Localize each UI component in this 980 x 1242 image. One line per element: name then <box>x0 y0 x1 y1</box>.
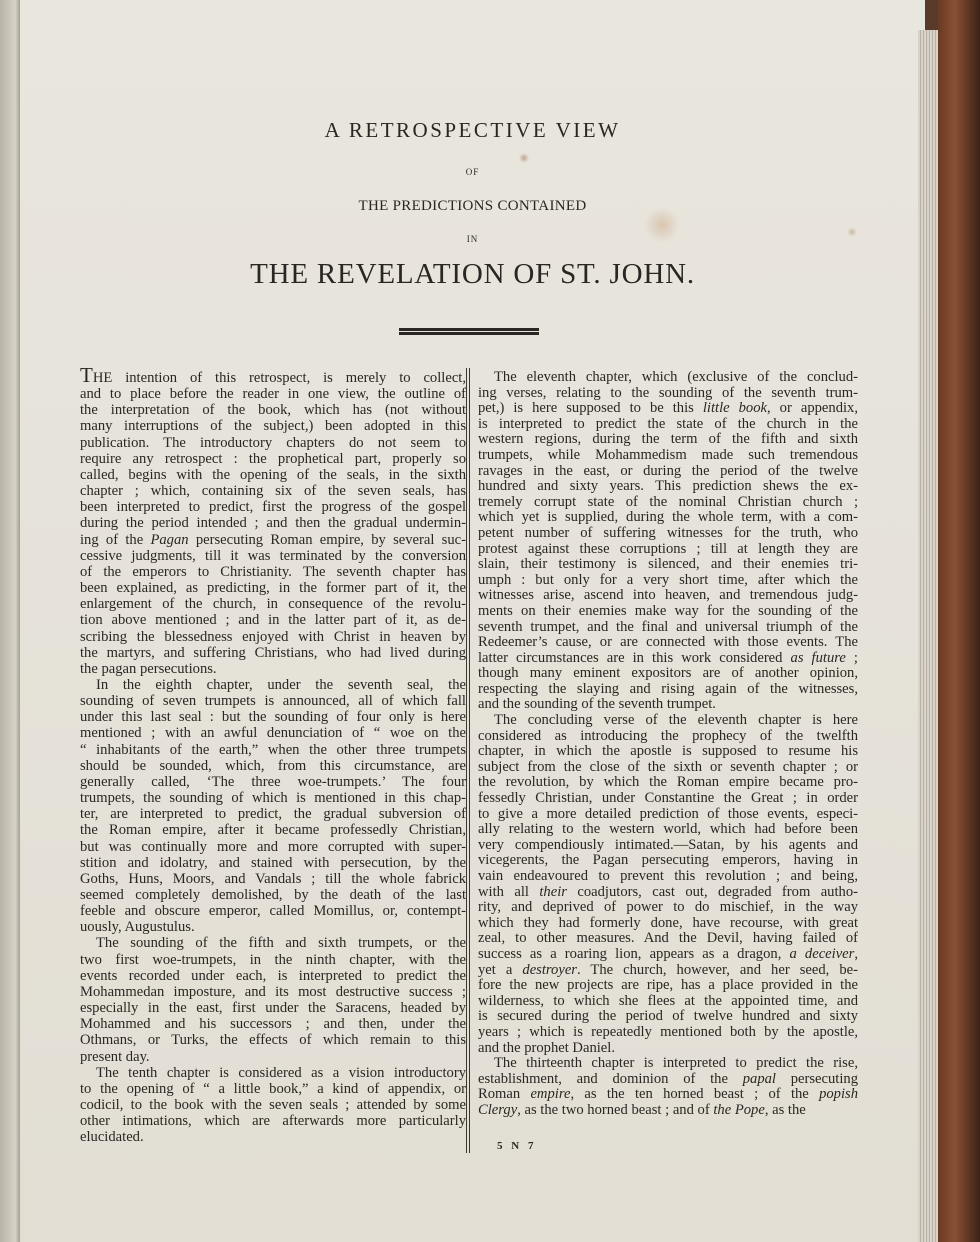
text-line: zeal, to other measures. And the Devil, having failed of <box>478 930 858 947</box>
text-line: western regions, during the term of the fifth and sixth <box>478 431 858 448</box>
text-line: latter circumstances are in this work considered as future ; <box>478 649 858 666</box>
signature-mark: 5 N 7 <box>497 1140 537 1152</box>
paragraph <box>80 363 466 677</box>
text-line: trumpets, while Mohammedism made such tremendous <box>478 446 858 463</box>
title-line-4: IN <box>466 234 479 244</box>
text-line: is interpreted to predict the state of the church in the <box>478 415 858 432</box>
text-line: pet,) is here supposed to be this little book, or appendix, <box>478 400 858 417</box>
text-line: hundred and sixty years. This prediction shews the ex- <box>478 478 858 495</box>
text-line: but was continually more and more corrupted with super- <box>80 838 466 855</box>
italic-text: popish <box>819 1086 858 1103</box>
italic-text: the Pope <box>713 1101 765 1118</box>
text-line: which they had formerly done, have recourse, with great <box>478 914 858 931</box>
text-line: rity, and deprived of power to do mischief, in the way <box>478 899 858 916</box>
column-divider <box>466 368 470 1153</box>
text-line: been explained, as predicting, in the former part of it, the <box>80 580 466 597</box>
text-line: to give a more detailed prediction of those events, especi- <box>478 805 858 822</box>
italic-text: Clergy <box>478 1101 518 1118</box>
paragraph <box>80 1065 466 1146</box>
text-line: The tenth chapter is considered as a vision introductory <box>96 1064 466 1081</box>
text-line: especially in the east, first under the Saracens, headed by <box>80 1000 466 1017</box>
text-line: enlargement of the church, in consequence of the revolu- <box>80 596 466 613</box>
text-line: mentioned ; with an awful denunciation of “ woe on the <box>80 725 466 742</box>
text-line: ing verses, relating to the sounding of the seventh trum- <box>478 384 858 401</box>
text-line: “ inhabitants of the earth,” when the other three trumpets <box>80 741 466 758</box>
text-line: other intimations, which are afterwards more particularly <box>80 1113 466 1130</box>
text-line: ter, are interpreted to predict, the gradual subversion of <box>80 806 466 823</box>
text-line: stition and idolatry, and stained with persecution, by the <box>80 854 466 871</box>
text-line: In the eighth chapter, under the seventh seal, the <box>96 676 466 693</box>
paragraph <box>478 370 858 713</box>
text-line: petent number of suffering witnesses for the truth, who <box>478 524 858 541</box>
text-line: tion above mentioned ; and in the latter part of it, as de- <box>80 612 466 629</box>
text-line: present day. <box>80 1048 150 1065</box>
paragraph <box>80 677 466 936</box>
text-line: and to place before the reader in one view, the outline of <box>80 386 466 403</box>
book-cover <box>938 0 980 1242</box>
text-line: seventh trumpet, and the final and universal triumph of the <box>478 618 858 635</box>
italic-text: their <box>539 883 567 900</box>
text-line: vain endeavoured to prevent this revolution ; and being, <box>478 868 858 884</box>
text-line: witnesses arise, ascend into heaven, and tremendous judg- <box>478 587 858 604</box>
text-line: umph : but only for a very short time, after which the <box>478 571 858 588</box>
title-line-1: A RETROSPECTIVE VIEW <box>324 118 621 142</box>
text-line: wilderness, to which she flees at the appointed time, and <box>478 992 858 1009</box>
text-line: chapter, in which the apostle is supposed to resume his <box>478 743 858 760</box>
text-line: the pagan persecutions. <box>80 660 217 677</box>
text-line: and the prophet Daniel. <box>478 1039 615 1056</box>
text-line: should be sounded, which, from this circumstance, are <box>80 757 466 774</box>
text-line: feeble and obscure emperor, called Momillus, or, contempt- <box>80 903 466 920</box>
text-line: considered as introducing the prophecy of the twelfth <box>478 727 858 744</box>
italic-text: empire <box>530 1086 571 1103</box>
text-line: cessive judgments, till it was terminated by the conversion <box>80 547 466 564</box>
title-rule <box>399 328 539 332</box>
drop-cap: T <box>80 363 93 387</box>
text-line: many interruptions of the subject,) been adopted in this <box>80 418 466 435</box>
text-line: and the sounding of the seventh trumpet. <box>478 696 716 713</box>
text-line: The concluding verse of the eleventh chapter is here <box>494 712 858 729</box>
text-line: scribing the blessedness enjoyed with Christ in heaven by <box>80 628 466 645</box>
italic-text: a deceiver <box>789 945 855 962</box>
text-line: sounding of seven trumpets is announced, all of which fall <box>80 693 466 710</box>
text-line: require any retrospect : the prophetical part, properly so <box>80 450 466 467</box>
text-line: the Roman empire, after it became professedly Christian, <box>80 822 466 839</box>
text-line: under this last seal : but the sounding of four only is here <box>80 709 466 726</box>
text-line: the interpretation of the book, which has (not without <box>80 402 466 419</box>
text-line: protest against these corruptions ; till at length they are <box>478 540 858 557</box>
text-line: fore the new projects are ripe, has a place provided in the <box>478 977 858 994</box>
text-line: trumpets, the sounding of which is mentioned in this chap- <box>80 790 466 807</box>
text-line: during the period intended ; and then the gradual undermin- <box>80 515 466 532</box>
text-line: very compendiously intimated.—Satan, by his agents and <box>478 836 858 853</box>
paragraph <box>478 1056 858 1118</box>
text-line: to the opening of “ a little book,” a kind of appendix, or <box>80 1080 466 1097</box>
italic-text: destroyer <box>522 961 577 978</box>
text-line: establishment, and dominion of the papal persecuting <box>478 1070 858 1087</box>
text-line: events recorded under each, is interpreted to predict the <box>80 967 466 984</box>
text-line: been interpreted to predict, first the progress of the gospel <box>80 499 466 516</box>
text-line: The eleventh chapter, which (exclusive of the conclud- <box>494 369 858 385</box>
facing-page-edge <box>0 0 22 1242</box>
paragraph <box>478 713 858 1056</box>
text-line: called, begins with the opening of the seals, in the sixth <box>80 466 466 483</box>
text-line: THE intention of this retrospect, is merely to collect, <box>80 363 466 387</box>
text-line: with all their coadjutors, cast out, degraded from autho- <box>478 883 858 900</box>
text-line: elucidated. <box>80 1129 144 1146</box>
text-line: which yet is supplied, during the whole term, with a com- <box>478 509 858 526</box>
text-line: Othmans, or Turks, the effects of which remain to this <box>80 1032 466 1049</box>
text-line: Clergy, as the two horned beast ; and of the Pope, as the <box>478 1101 806 1118</box>
text-line: though many eminent expositors are of another opinion, <box>478 665 858 682</box>
text-line: of the emperors to Christianity. The seventh chapter has <box>80 563 466 580</box>
text-line: The sounding of the fifth and sixth trumpets, or the <box>96 935 466 952</box>
italic-text: little book <box>702 400 767 417</box>
text-line: years ; which is repeatedly mentioned both by the apostle, <box>478 1023 858 1040</box>
text-line: the martyrs, and suffering Christians, who had lived during <box>80 644 466 661</box>
text-line: slain, their testimony is silenced, and their enemies tri- <box>478 556 858 573</box>
text-line: subject from the close of the sixth or seventh chapter ; or <box>478 758 858 775</box>
text-line: The thirteenth chapter is interpreted to predict the rise, <box>494 1055 858 1072</box>
text-line: uously, Augustulus. <box>80 919 195 936</box>
left-column <box>80 363 466 1146</box>
text-line: the revolution, by which the Roman empire became pro- <box>478 774 858 791</box>
paragraph <box>80 935 466 1064</box>
text-line: publication. The introductory chapters do not seem to <box>80 434 466 451</box>
text-line: Mohammed and his successors ; and then, under the <box>80 1016 466 1033</box>
italic-text: as future <box>790 649 846 666</box>
text-line: yet a destroyer. The church, however, and her seed, be- <box>478 961 858 978</box>
text-line: two first woe-trumpets, in the ninth chapter, with the <box>80 951 466 968</box>
text-line: chapter ; which, containing six of the seven seals, has <box>80 483 466 500</box>
text-line: codicil, to the book with the seven seals ; attended by some <box>80 1097 466 1114</box>
italic-text: papal <box>742 1070 776 1087</box>
text-line: fessedly Christian, under Constantine the Great ; in order <box>478 790 858 807</box>
text-line: ravages in the east, or during the period of the twelve <box>478 462 858 479</box>
text-line: Roman empire, as the ten horned beast ; of the popish <box>478 1086 858 1103</box>
text-line: success as a roaring lion, appears as a dragon, a deceiver, <box>478 945 858 962</box>
right-column <box>478 370 858 1119</box>
text-line: ally relating to the western world, which had before been <box>478 821 858 838</box>
text-line: Mohammedan imposture, and its most destructive success ; <box>80 983 466 1000</box>
text-line: generally called, ‘The three woe-trumpets.’ The four <box>80 773 466 790</box>
title-line-2: OF <box>465 167 480 177</box>
title-line-3: THE PREDICTIONS CONTAINED <box>358 198 587 214</box>
main-title: THE REVELATION OF ST. JOHN. <box>250 258 695 290</box>
text-line: ing of the Pagan persecuting Roman empire, by several suc- <box>80 531 466 548</box>
text-line: tremely corrupt state of the nominal Christian church ; <box>478 493 858 510</box>
text-line: respecting the slaying and rising again of the witnesses, <box>478 680 858 697</box>
text-line: Redeemer’s cause, or are connected with those events. The <box>478 634 858 651</box>
text-line: ments on their enemies make way for the sounding of the <box>478 602 858 619</box>
text-line: is secured during the period of twelve hundred and sixty <box>478 1008 858 1025</box>
text-line: Goths, Huns, Moors, and Vandals ; till the whole fabrick <box>80 870 466 887</box>
italic-text: Pagan <box>150 531 189 548</box>
text-line: seemed completely demolished, by the death of the last <box>80 887 466 903</box>
text-line: vicegerents, the Pagan persecuting emperors, having in <box>478 852 858 869</box>
